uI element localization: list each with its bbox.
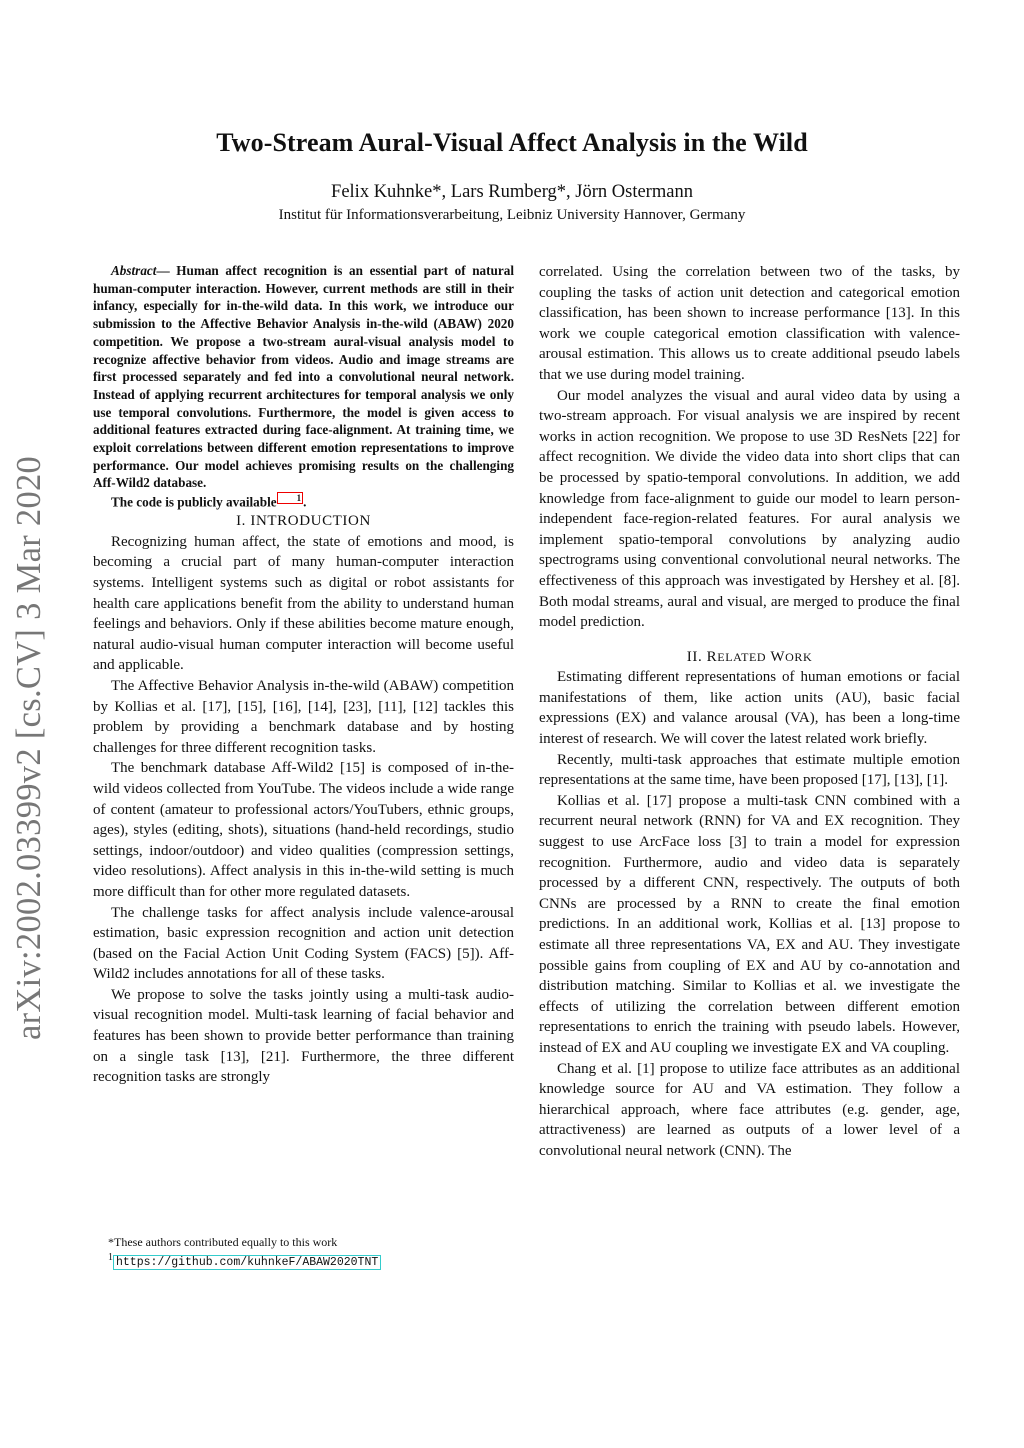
abstract [93, 262, 514, 492]
paragraph: The benchmark database Aff-Wild2 [15] is composed of in-the-wild videos collected from YouTube. The videos include a wide range of content (amateur to professional actors/YouTubers, ethnic groups, ages), styles (editing, shots), situations (hand-held recordings, studio settings, indoor/outdoor) and video qualities (compression settings, video resolutions). Affect analysis in this in-the-wild setting is much more difficult than for other more regulated datasets. [93, 760, 514, 900]
github-url-link[interactable]: https://github.com/kuhnkeF/ABAW2020TNT [113, 1255, 381, 1270]
paragraph: Estimating different representations of human emotions or facial manifestations of them, like action units (AU), basic facial expressions (EX) and valance arousal (VA), has been a long-time interest of research. We will cover the latest related work briefly. [539, 669, 960, 748]
paragraph: Kollias et al. [17] propose a multi-task CNN combined with a recurrent neural network (RNN) for VA and EX recognition. They suggest to use ArcFace loss [3] to train a model for expression recognition. Furthermore, audio and video data is separately processed by a different CNN, respectively. The outputs of both CNNs are processed by a RNN to create the final emotion predictions. In an additional work, Kollias et al. [13] propose to estimate all three representations VA, EX and AU. They investigate possible gains from coupling of EX and AU by co-annotation and distribution matching. Similar to Kollias et al. we investigate the effects of utilizing the correlation between different emotion representations to enrich the training with pseudo labels. However, instead of EX and AU coupling we investigate EX and VA coupling. [539, 792, 960, 1056]
author-list: Felix Kuhnke*, Lars Rumberg*, Jörn Ostermann [331, 182, 693, 202]
abstract-text: — Human affect recognition is an essential part of natural human-computer interaction. However, current methods are still in their infancy, especially for in-the-wild data. In this work, we introduce our submission to the Affective Behavior Analysis in-the-wild (ABAW) 2020 competition. We propose a two-stream aural-visual analysis model to recognize affective behavior from videos. Audio and image streams are first processed separately and fed into a convolutional neural network. Instead of applying recurrent architectures for temporal analysis we only use temporal convolutions. Furthermore, the model is given access to additional features extracted during face-alignment. At training time, we exploit correlations between different emotion representations to improve performance. Our model achieves promising results on the challenging Aff-Wild2 database. [93, 263, 514, 491]
heading-smallcaps: ELATED [717, 649, 767, 664]
code-availability [93, 492, 514, 511]
paragraph: We propose to solve the tasks jointly using a multi-task audio-visual recognition model. Multi-task learning of facial behavior and features has been shown to provide better performance than training on a single task [13], [21]. Furthermore, the three different recognition tasks are strongly [93, 986, 514, 1086]
section-heading-introduction: I. INTRODUCTION [236, 513, 371, 530]
heading-smallcaps: ORK [785, 649, 813, 664]
paragraph: Chang et al. [1] propose to utilize face attributes as an additional knowledge source for AU and VA estimation. They follow a hierarchical approach, where face attributes (e.g. gender, age, attractiveness) are learned as outputs of a lower level of a convolutional neural network (CNN). The [539, 1060, 960, 1159]
section-heading-related-work [539, 647, 960, 668]
heading-letter: R [706, 648, 718, 665]
affiliation: Institut für Informationsverarbeitung, Leibniz University Hannover, Germany [278, 207, 746, 223]
paragraph: The Affective Behavior Analysis in-the-wild (ABAW) competition by Kollias et al. [17], [15], [16], [14], [23], [11], [12] tackles this problem by providing a benchmark database and by hosting challenges for three different recognition tasks. [93, 677, 514, 756]
footnote-equal-contribution: *These authors contributed equally to this work [108, 1235, 338, 1249]
left-column [93, 262, 514, 1088]
section-number: II. [686, 648, 703, 665]
paragraph: Our model analyzes the visual and aural video data by using a two-stream approach. For visual analysis we are inspired by recent works in action recognition. We propose to use 3D ResNets [22] for affect recognition. We divide the video data into short clips that can be processed by spatio-temporal convolutions. In addition, we add knowledge from face-alignment to guide our model to learn person-independent face-region-related features. For aural analysis we implement spatio-temporal convolutions by analyzing audio spectrograms using conventional convolutional neural networks. The effectiveness of this approach was investigated by Hershey et al. [8]. Both modal streams, aural and visual, are merged to produce the final model prediction. [539, 387, 960, 631]
footnote-1 [108, 1250, 381, 1270]
right-column [539, 262, 960, 1162]
code-availability-text: The code is publicly available [111, 494, 277, 510]
arxiv-identifier[interactable]: arXiv:2002.03399v2 [cs.CV] 3 Mar 2020 [10, 455, 48, 1040]
heading-letter: W [770, 648, 786, 665]
paragraph: Recently, multi-task approaches that estimate multiple emotion representations at the same time, have been proposed [17], [13], [1]. [539, 751, 960, 789]
paragraph: Recognizing human affect, the state of emotions and mood, is becoming a crucial part of many human-computer interaction systems. Intelligent systems such as digital or robot assistants for health care applications benefit from the ability to understand human feelings and behaviors. Only if these abilities become mature enough, natural audio-visual human computer interaction will become useful and applicable. [93, 533, 514, 674]
footnote-link[interactable]: 1 [277, 492, 304, 504]
paper-title: Two-Stream Aural-Visual Affect Analysis in the Wild [216, 128, 808, 157]
code-availability-end: . [303, 494, 307, 510]
abstract-lead: Abstract [111, 263, 157, 278]
footnote-mark: 1 [108, 1252, 113, 1263]
paragraph: The challenge tasks for affect analysis include valence-arousal estimation, basic expression recognition and action unit detection (based on the Facial Action Unit Coding System (FACS) [5]). Aff-Wild2 includes annotations for all of these tasks. [93, 904, 514, 983]
footnotes [108, 1235, 381, 1270]
paragraph: correlated. Using the correlation between two of the tasks, by coupling the tasks of action unit detection and categorical emotion classification, has been shown to increase performance [13]. In this work we couple categorical emotion classification with valence-arousal estimation. This allows us to create additional pseudo labels that we use during model training. [539, 264, 960, 383]
